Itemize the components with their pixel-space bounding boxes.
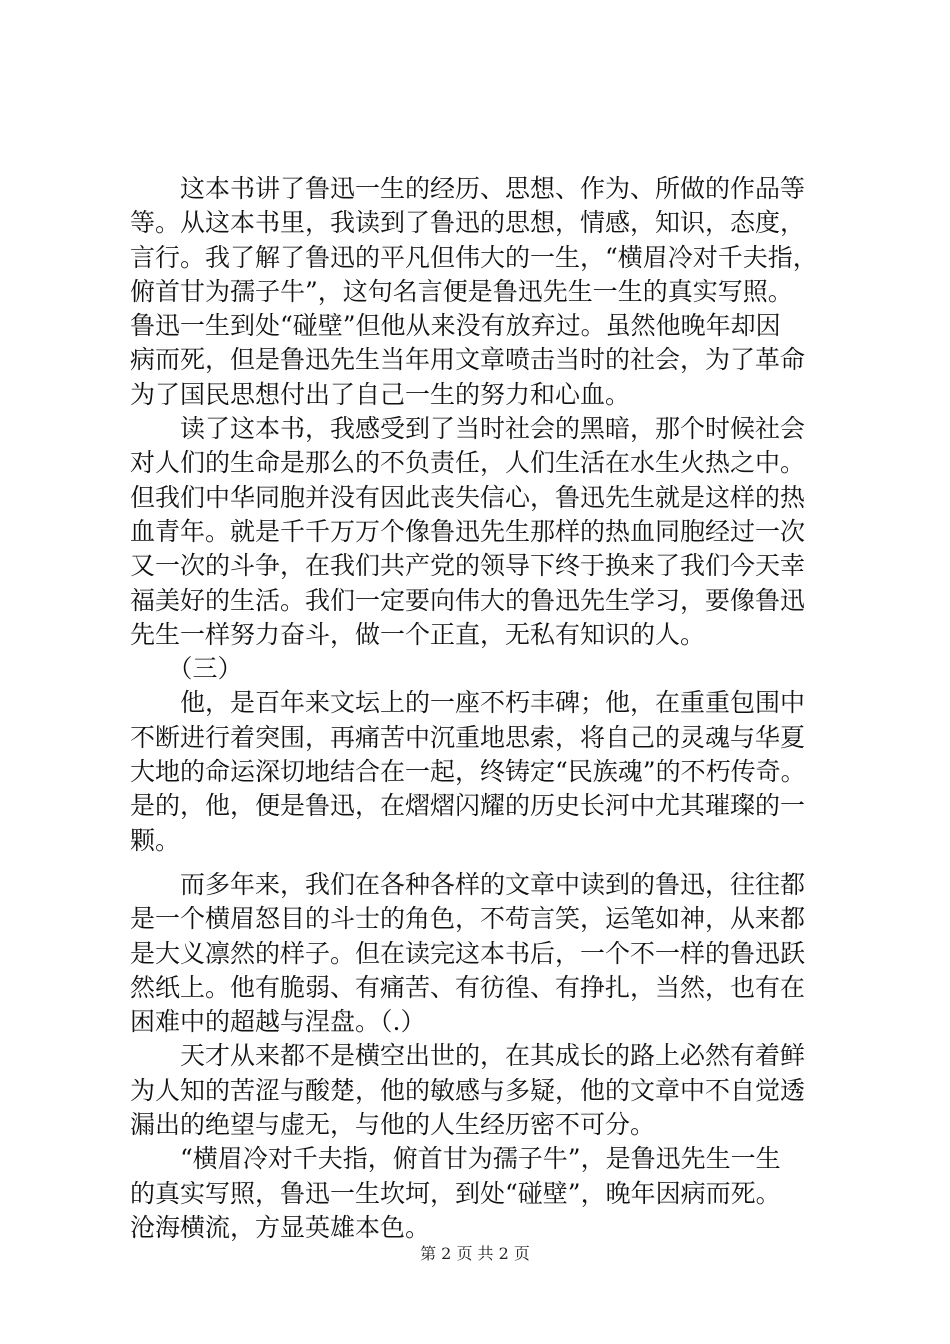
text-line: 大地的命运深切地结合在一起，终铸定“民族魂”的不朽传奇。 [130,757,806,787]
text-line: 为了国民思想付出了自己一生的努力和心血。 [130,379,631,409]
text-line: 先生一样努力奋斗，做一个正直，无私有知识的人。 [130,619,706,649]
text-line: 困难中的超越与涅盘。（.） [130,1007,426,1037]
page-number-footer: 第 2 页 共 2 页 [420,1244,530,1263]
text-line: 这本书讲了鲁迅一生的经历、思想、作为、所做的作品等 [130,174,806,203]
text-line: 是大义凛然的样子。但在读完这本书后，一个不一样的鲁迅跃 [130,938,806,968]
text-line: 他，是百年来文坛上的一座不朽丰碑；他，在重重包围中 [130,688,806,718]
text-line: 等。从这本书里，我读到了鲁迅的思想，情感，知识，态度， [130,208,806,238]
text-line: 血青年。就是千千万万个像鲁迅先生那样的热血同胞经过一次 [130,516,806,546]
text-line: 福美好的生活。我们一定要向伟大的鲁迅先生学习，要像鲁迅 [130,585,806,615]
section-heading: （三） [130,654,243,684]
text-line: 不断进行着突围，再痛苦中沉重地思索，将自己的灵魂与华夏 [130,722,806,752]
text-line: 但我们中华同胞并没有因此丧失信心，鲁迅先生就是这样的热 [130,482,806,512]
text-line: 又一次的斗争，在我们共产党的领导下终于换来了我们今天幸 [130,551,806,581]
text-line: 病而死，但是鲁迅先生当年用文章喷击当时的社会，为了革命 [130,345,806,375]
text-line: 是的，他，便是鲁迅，在熠熠闪耀的历史长河中尤其璀璨的一 [130,791,806,821]
text-line: 对人们的生命是那么的不负责任，人们生活在水生火热之中。 [130,448,806,478]
text-line: 为人知的苦涩与酸楚，他的敏感与多疑，他的文章中不自觉透 [130,1075,806,1105]
text-line: 俯首甘为孺子牛”，这句名言便是鲁迅先生一生的真实写照。 [130,276,793,306]
text-line: 沧海横流，方显英雄本色。 [130,1212,431,1242]
text-line: 漏出的绝望与虚无，与他的人生经历密不可分。 [130,1110,656,1140]
text-line: 的真实写照，鲁迅一生坎坷，到处“碰壁”，晚年因病而死。 [130,1178,781,1208]
text-line: 然纸上。他有脆弱、有痛苦、有彷徨、有挣扎，当然，也有在 [130,972,806,1002]
text-line: 是一个横眉怒目的斗士的角色，不苟言笑，运笔如神，从来都 [130,904,806,934]
text-line: “横眉冷对千夫指，俯首甘为孺子牛”，是鲁迅先生一生 [130,1144,781,1174]
document-body [130,172,840,1245]
text-line: 天才从来都不是横空出世的，在其成长的路上必然有着鲜 [130,1041,806,1071]
text-line: 鲁迅一生到处“碰壁”但他从来没有放弃过。虽然他晚年却因 [130,311,781,341]
text-line: 读了这本书，我感受到了当时社会的黑暗，那个时候社会 [130,414,806,444]
text-line: 颗。 [130,825,181,855]
text-line: 而多年来，我们在各种各样的文章中读到的鲁迅，往往都 [130,869,806,899]
text-line: 言行。我了解了鲁迅的平凡但伟大的一生，“横眉冷对千夫指， [130,242,818,272]
